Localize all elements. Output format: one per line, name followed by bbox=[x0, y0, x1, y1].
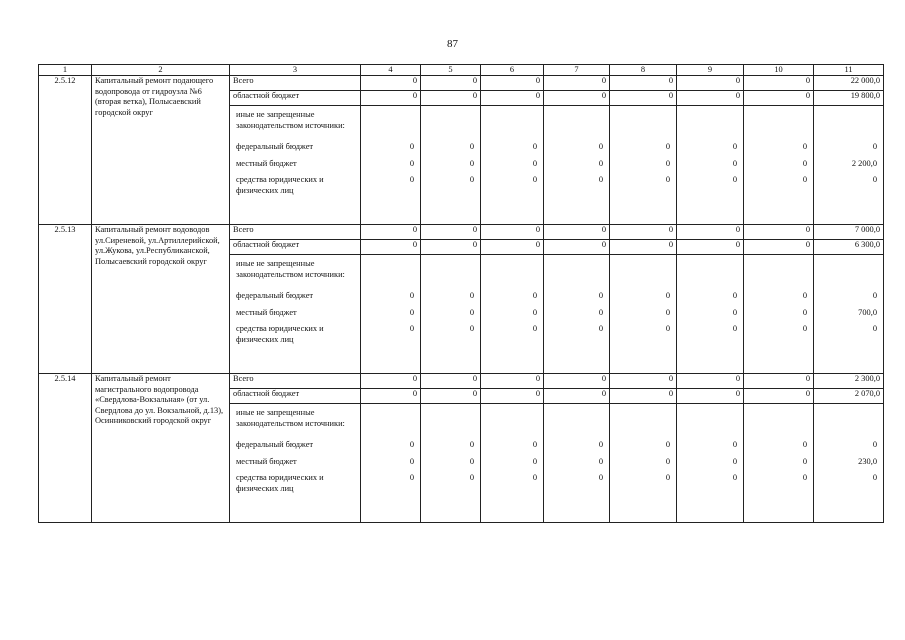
cell-value-federal: 0 bbox=[409, 440, 414, 449]
cell-value-local: 0 bbox=[532, 159, 537, 168]
table-cell bbox=[677, 404, 744, 523]
cell-value-federal: 0 bbox=[469, 291, 474, 300]
row-label: местный бюджет bbox=[236, 308, 297, 317]
column-header: 11 bbox=[814, 65, 884, 76]
cell-value-federal: 0 bbox=[598, 440, 603, 449]
other-sources-header: иные не запрещенные законодательством источники: bbox=[236, 408, 345, 428]
cell-value-federal: 0 bbox=[409, 291, 414, 300]
table-cell: 0 bbox=[481, 374, 544, 389]
table-cell: 0 bbox=[610, 91, 677, 106]
table-cell: 0 bbox=[421, 389, 481, 404]
table-cell bbox=[544, 255, 610, 374]
table-cell: 0 bbox=[610, 225, 677, 240]
cell-value-federal: 0 bbox=[732, 291, 737, 300]
cell-value-local: 0 bbox=[409, 308, 414, 317]
cell-value-legal: 0 bbox=[469, 324, 474, 333]
column-header-row bbox=[39, 65, 884, 76]
table-cell: 0 bbox=[677, 91, 744, 106]
table-cell: 0 bbox=[677, 225, 744, 240]
table-cell bbox=[481, 255, 544, 374]
table-cell bbox=[481, 106, 544, 225]
column-header: 4 bbox=[361, 65, 421, 76]
cell-value-federal: 0 bbox=[802, 142, 807, 151]
row-label: Всего bbox=[230, 76, 361, 91]
cell-value-local: 0 bbox=[532, 457, 537, 466]
cell-value-federal: 0 bbox=[532, 291, 537, 300]
row-label: местный бюджет bbox=[236, 457, 297, 466]
cell-value-federal: 0 bbox=[469, 440, 474, 449]
table-cell bbox=[481, 404, 544, 523]
cell-value-local: 0 bbox=[802, 308, 807, 317]
page-number: 87 bbox=[447, 38, 458, 50]
cell-value-local: 0 bbox=[598, 159, 603, 168]
table-cell: 0 bbox=[610, 374, 677, 389]
other-sources-labels bbox=[230, 404, 361, 523]
cell-value-legal: 0 bbox=[469, 175, 474, 184]
table-row-total bbox=[39, 374, 884, 389]
cell-value-federal: 0 bbox=[665, 142, 670, 151]
cell-value-local: 0 bbox=[732, 159, 737, 168]
table-cell: 0 bbox=[481, 240, 544, 255]
table-cell bbox=[677, 106, 744, 225]
cell-value-local: 0 bbox=[665, 457, 670, 466]
table-cell: 0 bbox=[361, 91, 421, 106]
table-row-total bbox=[39, 76, 884, 91]
table-cell: 0 bbox=[544, 225, 610, 240]
table-cell bbox=[677, 255, 744, 374]
cell-value-local: 0 bbox=[469, 159, 474, 168]
column-header: 3 bbox=[230, 65, 361, 76]
cell-value-federal: 0 bbox=[802, 291, 807, 300]
table-cell: 0 bbox=[544, 91, 610, 106]
other-sources-header: иные не запрещенные законодательством источники: bbox=[236, 110, 345, 130]
column-header: 8 bbox=[610, 65, 677, 76]
cell-value-legal: 0 bbox=[409, 473, 414, 482]
cell-value-legal: 0 bbox=[598, 175, 603, 184]
table-cell: 0 bbox=[677, 240, 744, 255]
cell-value-federal: 0 bbox=[598, 142, 603, 151]
table-cell: 0 bbox=[481, 389, 544, 404]
table-cell: 0 bbox=[744, 389, 814, 404]
table-cell bbox=[361, 255, 421, 374]
row-label: областной бюджет bbox=[230, 91, 361, 106]
table-cell bbox=[610, 106, 677, 225]
item-name: Капитальный ремонт магистрального водопровода «Свердлова-Вокзальная» (от ул. Свердлова до ул. Вокзальной, д.13), Осинниковский городской округ bbox=[92, 374, 230, 523]
cell-value-local: 0 bbox=[532, 308, 537, 317]
cell-value-legal: 0 bbox=[598, 324, 603, 333]
other-sources-labels bbox=[230, 106, 361, 225]
table-cell: 0 bbox=[744, 240, 814, 255]
cell-value-legal: 0 bbox=[732, 175, 737, 184]
item-name: Капитальный ремонт водоводов ул.Сиреневой, ул.Артиллерийской, ул.Жукова, ул.Республиканской, Полысаевский городской округ bbox=[92, 225, 230, 374]
cell-value-legal: 0 bbox=[598, 473, 603, 482]
cell-value-legal: 0 bbox=[732, 473, 737, 482]
table-cell: 7 000,0 bbox=[814, 225, 884, 240]
table-cell bbox=[814, 255, 884, 374]
column-header: 2 bbox=[92, 65, 230, 76]
table-cell bbox=[421, 106, 481, 225]
cell-value-federal: 0 bbox=[872, 291, 877, 300]
table-cell: 0 bbox=[744, 91, 814, 106]
table-cell: 0 bbox=[361, 225, 421, 240]
cell-value-local: 0 bbox=[665, 308, 670, 317]
table-cell: 0 bbox=[677, 76, 744, 91]
table-cell: 0 bbox=[744, 76, 814, 91]
cell-value-federal: 0 bbox=[409, 142, 414, 151]
table-cell bbox=[421, 255, 481, 374]
other-sources-header: иные не запрещенные законодательством источники: bbox=[236, 259, 345, 279]
table-cell bbox=[744, 404, 814, 523]
row-label: средства юридических и физических лиц bbox=[236, 473, 324, 493]
cell-value-local: 0 bbox=[802, 457, 807, 466]
other-sources-labels bbox=[230, 255, 361, 374]
row-label: Всего bbox=[230, 374, 361, 389]
table-cell: 0 bbox=[421, 91, 481, 106]
cell-value-legal: 0 bbox=[872, 175, 877, 184]
cell-value-legal: 0 bbox=[665, 324, 670, 333]
cell-value-legal: 0 bbox=[802, 175, 807, 184]
row-label: средства юридических и физических лиц bbox=[236, 175, 324, 195]
budget-table bbox=[38, 64, 884, 523]
cell-value-legal: 0 bbox=[665, 175, 670, 184]
cell-value-federal: 0 bbox=[532, 142, 537, 151]
cell-value-federal: 0 bbox=[872, 440, 877, 449]
item-code: 2.5.14 bbox=[39, 374, 92, 523]
cell-value-legal: 0 bbox=[872, 324, 877, 333]
row-label: федеральный бюджет bbox=[236, 291, 314, 300]
cell-value-legal: 0 bbox=[802, 324, 807, 333]
cell-value-federal: 0 bbox=[732, 440, 737, 449]
cell-value-federal: 0 bbox=[665, 291, 670, 300]
cell-value-local: 0 bbox=[409, 159, 414, 168]
cell-value-legal: 0 bbox=[802, 473, 807, 482]
table-cell: 0 bbox=[361, 389, 421, 404]
column-header: 9 bbox=[677, 65, 744, 76]
table-cell: 22 000,0 bbox=[814, 76, 884, 91]
table-cell: 0 bbox=[610, 76, 677, 91]
table-cell: 0 bbox=[361, 240, 421, 255]
table-cell: 19 800,0 bbox=[814, 91, 884, 106]
column-header: 10 bbox=[744, 65, 814, 76]
cell-value-local: 0 bbox=[598, 457, 603, 466]
cell-value-local: 0 bbox=[732, 457, 737, 466]
cell-value-legal: 0 bbox=[732, 324, 737, 333]
table-cell: 0 bbox=[544, 389, 610, 404]
table-cell: 2 300,0 bbox=[814, 374, 884, 389]
table-cell: 0 bbox=[677, 374, 744, 389]
cell-value-legal: 0 bbox=[409, 324, 414, 333]
row-label: федеральный бюджет bbox=[236, 142, 314, 151]
table-cell bbox=[744, 255, 814, 374]
row-label: областной бюджет bbox=[230, 389, 361, 404]
cell-value-local: 0 bbox=[469, 308, 474, 317]
table-cell bbox=[421, 404, 481, 523]
cell-value-local: 700,0 bbox=[858, 308, 877, 317]
table-cell: 0 bbox=[544, 240, 610, 255]
row-label: местный бюджет bbox=[236, 159, 297, 168]
table-cell: 0 bbox=[610, 389, 677, 404]
cell-value-legal: 0 bbox=[532, 473, 537, 482]
row-label: федеральный бюджет bbox=[236, 440, 314, 449]
cell-value-federal: 0 bbox=[598, 291, 603, 300]
table-cell: 0 bbox=[744, 225, 814, 240]
cell-value-legal: 0 bbox=[469, 473, 474, 482]
table-cell bbox=[744, 106, 814, 225]
column-header: 6 bbox=[481, 65, 544, 76]
cell-value-federal: 0 bbox=[665, 440, 670, 449]
cell-value-local: 0 bbox=[802, 159, 807, 168]
row-label: средства юридических и физических лиц bbox=[236, 324, 324, 344]
cell-value-legal: 0 bbox=[665, 473, 670, 482]
cell-value-legal: 0 bbox=[872, 473, 877, 482]
table-cell bbox=[610, 404, 677, 523]
item-code: 2.5.13 bbox=[39, 225, 92, 374]
table-cell bbox=[361, 106, 421, 225]
table-cell: 6 300,0 bbox=[814, 240, 884, 255]
cell-value-local: 0 bbox=[598, 308, 603, 317]
table-cell bbox=[610, 255, 677, 374]
table-cell bbox=[814, 404, 884, 523]
table-cell: 0 bbox=[481, 91, 544, 106]
cell-value-federal: 0 bbox=[532, 440, 537, 449]
table-cell: 0 bbox=[677, 389, 744, 404]
column-header: 7 bbox=[544, 65, 610, 76]
cell-value-federal: 0 bbox=[802, 440, 807, 449]
table-cell: 0 bbox=[361, 374, 421, 389]
cell-value-legal: 0 bbox=[532, 175, 537, 184]
table-cell: 0 bbox=[481, 76, 544, 91]
table-cell: 0 bbox=[421, 374, 481, 389]
cell-value-federal: 0 bbox=[872, 142, 877, 151]
cell-value-local: 2 200,0 bbox=[851, 159, 877, 168]
table-cell: 2 070,0 bbox=[814, 389, 884, 404]
table-cell bbox=[544, 404, 610, 523]
cell-value-federal: 0 bbox=[732, 142, 737, 151]
column-header: 1 bbox=[39, 65, 92, 76]
item-name: Капитальный ремонт подающего водопровода от гидроузла №6 (вторая ветка), Полысаевский городской округ bbox=[92, 76, 230, 225]
table-cell: 0 bbox=[481, 225, 544, 240]
table-cell: 0 bbox=[361, 76, 421, 91]
row-label: областной бюджет bbox=[230, 240, 361, 255]
cell-value-local: 230,0 bbox=[858, 457, 877, 466]
table-cell: 0 bbox=[544, 76, 610, 91]
table-cell: 0 bbox=[421, 225, 481, 240]
table-cell: 0 bbox=[544, 374, 610, 389]
item-code: 2.5.12 bbox=[39, 76, 92, 225]
column-header: 5 bbox=[421, 65, 481, 76]
cell-value-local: 0 bbox=[469, 457, 474, 466]
cell-value-federal: 0 bbox=[469, 142, 474, 151]
cell-value-legal: 0 bbox=[409, 175, 414, 184]
table-cell: 0 bbox=[610, 240, 677, 255]
cell-value-local: 0 bbox=[409, 457, 414, 466]
table-cell: 0 bbox=[421, 240, 481, 255]
table-cell bbox=[361, 404, 421, 523]
row-label: Всего bbox=[230, 225, 361, 240]
table-cell bbox=[544, 106, 610, 225]
table-cell bbox=[814, 106, 884, 225]
cell-value-legal: 0 bbox=[532, 324, 537, 333]
cell-value-local: 0 bbox=[732, 308, 737, 317]
table-cell: 0 bbox=[421, 76, 481, 91]
cell-value-local: 0 bbox=[665, 159, 670, 168]
table-cell: 0 bbox=[744, 374, 814, 389]
table-row-total bbox=[39, 225, 884, 240]
